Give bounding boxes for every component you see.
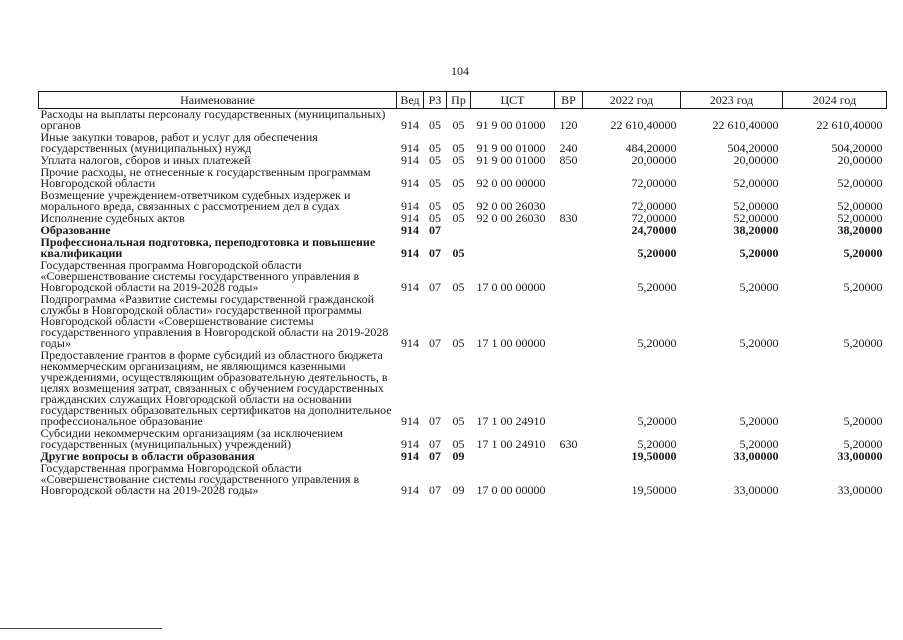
row-value-2022: 20,00000 — [631, 153, 677, 167]
table-row — [39, 109, 887, 133]
table-row — [39, 428, 887, 451]
row-name: Предоставление грантов в форме субсидий из областного бюджета некоммерческим организациям, не являющимся казенными учреждениями, осуществляющим образовательную деятельность, в целях возмещения затрат, связанных с обучением государственных гражданских служащих Новгородской области на основании государственных образовательных сертификатов на дополнительное профессиональное образование — [40, 348, 392, 428]
row-vr: 240 — [559, 141, 578, 155]
row-name: Иные закупки товаров, работ и услуг для обеспечения государственных (муниципальных) нужд — [40, 130, 318, 155]
row-value-2024: 5,20000 — [843, 437, 883, 451]
table-row — [39, 463, 887, 497]
row-pr: 05 — [452, 118, 465, 132]
row-name: Субсидии некоммерческим организациям (за исключением государственных (муниципальных) учреждений) — [40, 426, 344, 451]
table-row — [39, 260, 887, 294]
row-value-2023: 33,00000 — [733, 449, 779, 463]
row-ved: 914 — [401, 141, 419, 155]
row-value-2024: 52,00000 — [837, 199, 883, 213]
row-ved: 914 — [401, 336, 419, 350]
table-row — [39, 350, 887, 428]
row-name: Государственная программа Новгородской области «Совершенствование системы государственного управления в Новгородской области на 2019-2028 годы» — [40, 461, 360, 497]
row-rz: 07 — [429, 449, 441, 463]
row-ved: 914 — [401, 211, 419, 225]
row-cst: 91 9 00 01000 — [476, 118, 546, 132]
row-vr — [555, 451, 583, 463]
row-vr — [555, 167, 583, 190]
row-cst: 17 1 00 24910 — [476, 437, 546, 451]
row-pr: 05 — [452, 414, 465, 428]
row-pr: 05 — [452, 176, 465, 190]
row-value-2023: 22 610,40000 — [712, 118, 779, 132]
budget-table — [38, 91, 887, 497]
row-name: Расходы на выплаты персоналу государственных (муниципальных) органов — [40, 107, 386, 132]
row-name: Образование — [40, 223, 111, 237]
table-row — [39, 237, 887, 260]
row-value-2024: 20,00000 — [837, 153, 883, 167]
row-vr — [555, 190, 583, 213]
row-ved: 914 — [401, 246, 419, 260]
header-rz: РЗ — [424, 92, 447, 109]
row-pr: 05 — [452, 141, 465, 155]
row-value-2024: 33,00000 — [837, 483, 883, 497]
row-value-2022: 5,20000 — [637, 437, 677, 451]
table-row — [39, 167, 887, 190]
header-2023: 2023 год — [681, 92, 783, 109]
row-rz: 07 — [429, 414, 441, 428]
row-rz: 05 — [429, 176, 441, 190]
row-value-2024: 5,20000 — [843, 414, 883, 428]
row-value-2023: 504,20000 — [727, 141, 779, 155]
row-name: Прочие расходы, не отнесенные к государственным программам Новгородской области — [40, 165, 371, 190]
row-value-2023: 52,00000 — [733, 176, 779, 190]
row-vr: 120 — [559, 118, 578, 132]
row-vr: 630 — [559, 437, 578, 451]
page-number: 104 — [451, 64, 469, 78]
row-name: Исполнение судебных актов — [40, 211, 185, 225]
header-name: Наименование — [39, 92, 397, 109]
row-value-2022: 24,70000 — [631, 223, 677, 237]
row-cst: 17 0 00 00000 — [476, 483, 546, 497]
header-2022: 2022 год — [583, 92, 681, 109]
row-ved: 914 — [401, 199, 419, 213]
row-pr — [447, 225, 471, 237]
row-rz: 05 — [429, 141, 441, 155]
row-value-2023: 52,00000 — [733, 211, 779, 225]
row-rz: 05 — [429, 153, 441, 167]
row-value-2024: 5,20000 — [843, 246, 883, 260]
row-value-2022: 5,20000 — [637, 246, 677, 260]
row-cst: 17 0 00 00000 — [476, 280, 546, 294]
table-row — [39, 132, 887, 155]
row-value-2023: 5,20000 — [739, 336, 779, 350]
row-cst — [471, 225, 555, 237]
row-value-2022: 5,20000 — [637, 414, 677, 428]
row-cst — [471, 451, 555, 463]
row-ved: 914 — [401, 118, 419, 132]
row-value-2024: 33,00000 — [837, 449, 883, 463]
row-rz: 07 — [429, 280, 441, 294]
row-value-2024: 52,00000 — [837, 211, 883, 225]
row-cst — [471, 237, 555, 260]
row-vr — [555, 350, 583, 428]
row-vr — [555, 294, 583, 350]
row-cst: 92 0 00 26030 — [476, 211, 546, 225]
footer-divider — [0, 628, 162, 629]
table-body — [39, 109, 887, 498]
row-pr: 05 — [452, 211, 465, 225]
row-name: Другие вопросы в области образования — [40, 449, 255, 463]
row-pr: 05 — [452, 280, 465, 294]
header-cst: ЦСТ — [471, 92, 555, 109]
row-pr: 05 — [452, 199, 465, 213]
row-vr — [555, 225, 583, 237]
row-cst: 17 1 00 24910 — [476, 414, 546, 428]
row-value-2024: 52,00000 — [837, 176, 883, 190]
row-cst: 91 9 00 01000 — [476, 153, 546, 167]
row-name: Возмещение учреждением-ответчиком судебных издержек и морального вреда, связанных с рассмотрением дел в судах — [40, 188, 351, 213]
row-value-2022: 72,00000 — [631, 199, 677, 213]
row-cst: 91 9 00 01000 — [476, 141, 546, 155]
row-name: Профессиональная подготовка, переподготовка и повышение квалификации — [40, 235, 376, 260]
row-value-2022: 72,00000 — [631, 176, 677, 190]
row-value-2023: 5,20000 — [739, 437, 779, 451]
row-value-2023: 38,20000 — [733, 223, 779, 237]
row-pr: 05 — [452, 336, 465, 350]
row-ved: 914 — [401, 176, 419, 190]
row-rz: 07 — [429, 223, 441, 237]
row-value-2023: 33,00000 — [733, 483, 779, 497]
row-rz: 07 — [429, 246, 441, 260]
header-2024: 2024 год — [783, 92, 887, 109]
header-ved: Вед — [397, 92, 424, 109]
row-ved: 914 — [401, 483, 419, 497]
row-pr: 09 — [452, 449, 465, 463]
row-ved: 914 — [401, 153, 419, 167]
row-rz: 05 — [429, 211, 441, 225]
row-value-2022: 5,20000 — [637, 336, 677, 350]
row-name: Подпрограмма «Развитие системы государственной гражданской службы в Новгородской области» государственной программы Новгородской области «Совершенствование системы государственного управления в Новгородской области на 2019-2028 годы» — [40, 292, 389, 350]
row-rz: 05 — [429, 118, 441, 132]
table-header-row — [39, 92, 887, 109]
row-rz: 07 — [429, 437, 441, 451]
row-value-2024: 5,20000 — [843, 336, 883, 350]
header-vr: ВР — [555, 92, 583, 109]
row-value-2023: 5,20000 — [739, 246, 779, 260]
table-row — [39, 190, 887, 213]
row-cst: 92 0 00 26030 — [476, 199, 546, 213]
row-pr: 05 — [452, 153, 465, 167]
row-ved: 914 — [401, 280, 419, 294]
row-value-2023: 52,00000 — [733, 199, 779, 213]
table-row — [39, 294, 887, 350]
row-value-2022: 484,20000 — [625, 141, 677, 155]
row-vr: 830 — [559, 211, 578, 225]
row-value-2022: 5,20000 — [637, 280, 677, 294]
row-vr — [555, 237, 583, 260]
row-value-2023: 5,20000 — [739, 414, 779, 428]
row-value-2023: 20,00000 — [733, 153, 779, 167]
row-value-2022: 72,00000 — [631, 211, 677, 225]
row-pr: 05 — [452, 246, 465, 260]
row-rz: 07 — [429, 336, 441, 350]
row-pr: 09 — [452, 483, 465, 497]
row-vr — [555, 260, 583, 294]
row-vr: 850 — [559, 153, 578, 167]
row-cst: 92 0 00 00000 — [476, 176, 546, 190]
row-value-2022: 22 610,40000 — [610, 118, 677, 132]
header-pr: Пр — [447, 92, 471, 109]
row-value-2022: 19,50000 — [631, 483, 677, 497]
row-vr — [555, 463, 583, 497]
row-value-2023: 5,20000 — [739, 280, 779, 294]
row-pr: 05 — [452, 437, 465, 451]
row-name: Государственная программа Новгородской области «Совершенствование системы государственного управления в Новгородской области на 2019-2028 годы» — [40, 258, 360, 294]
row-cst: 17 1 00 00000 — [476, 336, 546, 350]
row-value-2024: 504,20000 — [831, 141, 883, 155]
row-value-2024: 22 610,40000 — [816, 118, 883, 132]
row-value-2022: 19,50000 — [631, 449, 677, 463]
row-ved: 914 — [401, 414, 419, 428]
row-ved: 914 — [401, 223, 419, 237]
row-ved: 914 — [401, 437, 419, 451]
row-ved: 914 — [401, 449, 419, 463]
row-name: Уплата налогов, сборов и иных платежей — [40, 153, 251, 167]
row-rz: 05 — [429, 199, 441, 213]
row-value-2024: 38,20000 — [837, 223, 883, 237]
row-value-2024: 5,20000 — [843, 280, 883, 294]
row-rz: 07 — [429, 483, 441, 497]
